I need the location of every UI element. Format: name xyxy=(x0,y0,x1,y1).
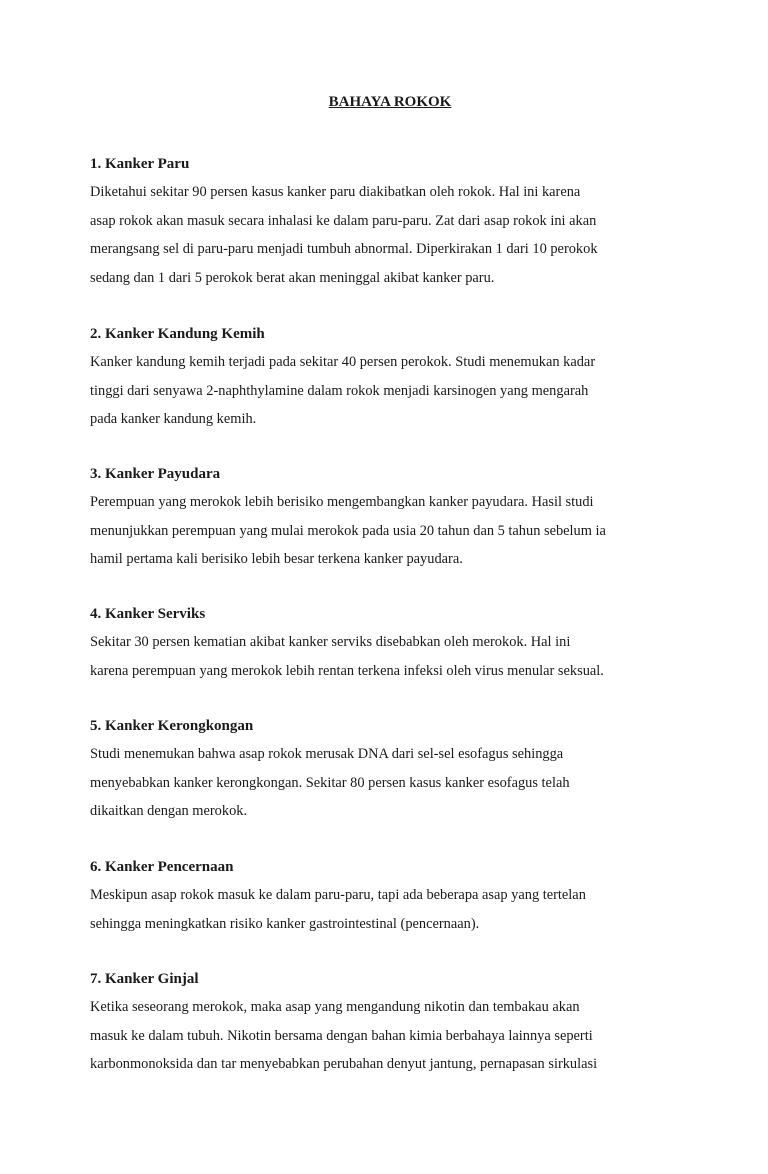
body-line: Meskipun asap rokok masuk ke dalam paru-paru, tapi ada beberapa asap yang tertelan xyxy=(90,887,586,903)
body-line: asap rokok akan masuk secara inhalasi ke dalam paru-paru. Zat dari asap rokok ini akan xyxy=(90,212,597,229)
section-body xyxy=(90,488,690,574)
body-line: menunjukkan perempuan yang mulai merokok pada usia 20 tahun dan 5 tahun sebelum ia xyxy=(90,522,606,539)
body-line: sedang dan 1 dari 5 perokok berat akan meninggal akibat kanker paru. xyxy=(90,269,495,286)
section-heading: 5. Kanker Kerongkongan xyxy=(90,718,254,734)
section-1 xyxy=(90,150,690,292)
body-line: dikaitkan dengan merokok. xyxy=(90,803,248,819)
body-line: Kanker kandung kemih terjadi pada sekitar 40 persen perokok. Studi menemukan kadar xyxy=(90,354,596,370)
section-6 xyxy=(90,853,690,938)
body-line: menyebabkan kanker kerongkongan. Sekitar 80 persen kasus kanker esofagus telah xyxy=(90,774,570,791)
body-line: Studi menemukan bahwa asap rokok merusak DNA dari sel-sel esofagus sehingga xyxy=(90,746,564,762)
section-body xyxy=(90,348,690,434)
body-line: sehingga meningkatkan risiko kanker gastrointestinal (pencernaan). xyxy=(90,915,480,932)
section-2 xyxy=(90,320,690,434)
section-body xyxy=(90,740,690,826)
body-line: Sekitar 30 persen kematian akibat kanker serviks disebabkan oleh merokok. Hal ini xyxy=(90,634,571,650)
section-3 xyxy=(90,460,690,574)
document-page xyxy=(90,90,690,1072)
document-title: BAHAYA ROKOK xyxy=(328,94,452,110)
body-line: Perempuan yang merokok lebih berisiko mengembangkan kanker payudara. Hasil studi xyxy=(90,494,594,510)
section-heading: 4. Kanker Serviks xyxy=(90,606,206,622)
section-5 xyxy=(90,712,690,826)
body-line: pada kanker kandung kemih. xyxy=(90,411,257,427)
section-heading: 6. Kanker Pencernaan xyxy=(90,859,234,875)
body-line: karena perempuan yang merokok lebih rentan terkena infeksi oleh virus menular seksual. xyxy=(90,662,604,679)
body-line: Diketahui sekitar 90 persen kasus kanker paru diakibatkan oleh rokok. Hal ini karena xyxy=(90,184,581,200)
body-line: karbonmonoksida dan tar menyebabkan perubahan denyut jantung, pernapasan sirkulasi xyxy=(90,1056,598,1072)
body-line: masuk ke dalam tubuh. Nikotin bersama dengan bahan kimia berbahaya lainnya seperti xyxy=(90,1027,593,1044)
section-heading: 3. Kanker Payudara xyxy=(90,466,221,482)
body-line: tinggi dari senyawa 2-naphthylamine dalam rokok menjadi karsinogen yang mengarah xyxy=(90,382,589,399)
section-heading: 7. Kanker Ginjal xyxy=(90,971,199,987)
section-heading: 1. Kanker Paru xyxy=(90,156,190,172)
body-line: hamil pertama kali berisiko lebih besar terkena kanker payudara. xyxy=(90,551,463,567)
section-heading: 2. Kanker Kandung Kemih xyxy=(90,326,265,342)
section-body xyxy=(90,993,690,1079)
section-body xyxy=(90,881,690,938)
section-4 xyxy=(90,600,690,685)
section-body xyxy=(90,178,690,292)
body-line: Ketika seseorang merokok, maka asap yang mengandung nikotin dan tembakau akan xyxy=(90,999,580,1015)
section-body xyxy=(90,628,690,685)
section-7 xyxy=(90,965,690,1079)
body-line: merangsang sel di paru-paru menjadi tumbuh abnormal. Diperkirakan 1 dari 10 perokok xyxy=(90,241,598,257)
